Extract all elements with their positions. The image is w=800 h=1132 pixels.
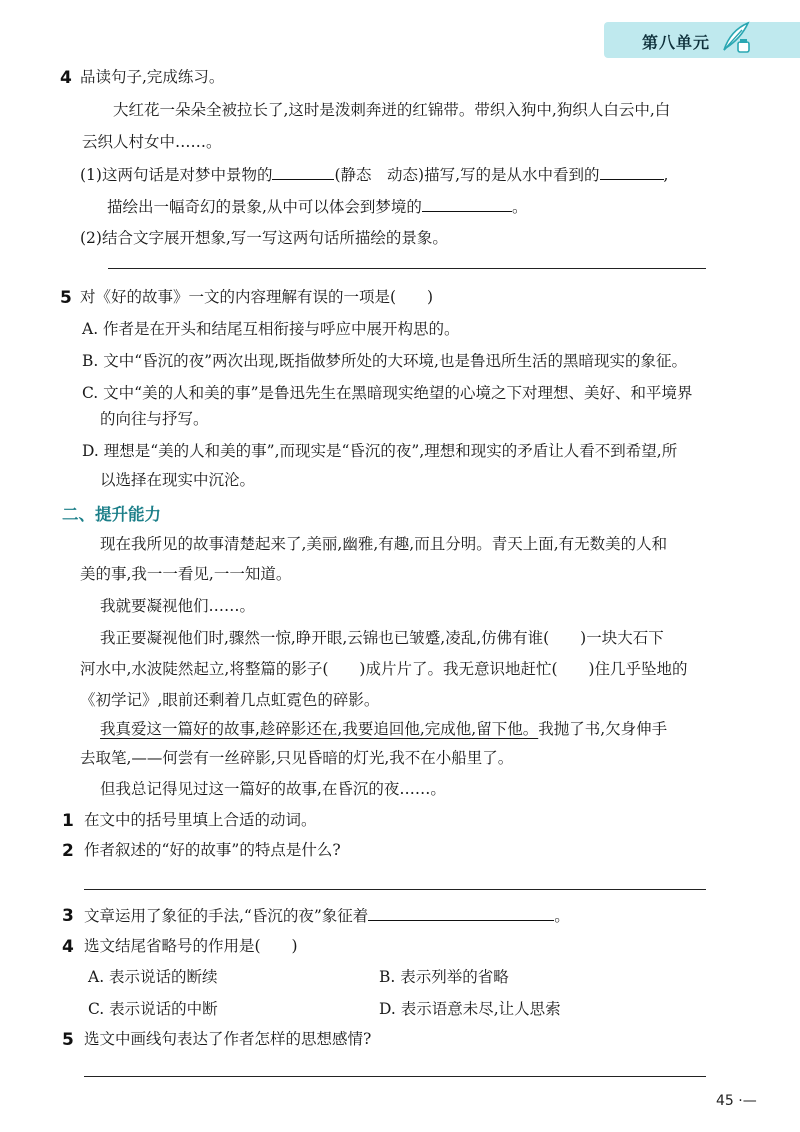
passage-line: 我真爱这一篇好的故事,趁碎影还在,我要追回他,完成他,留下他。我抛了书,欠身伸手 <box>100 720 668 738</box>
question-text: 文章运用了象征的手法,“昏沉的夜”象征着 。 <box>84 904 570 927</box>
passage-line: 去取笔,——何尝有一丝碎影,只见昏暗的灯光,我不在小船里了。 <box>80 749 514 767</box>
question-number: 4 <box>60 68 72 88</box>
question-text: 选文结尾省略号的作用是( ) <box>84 937 298 955</box>
answer-line[interactable] <box>84 889 706 890</box>
page-number: 45 ·— <box>716 1093 757 1109</box>
option-c-cont: 的向往与抒写。 <box>100 410 209 428</box>
option-b: B. 表示列举的省略 <box>379 968 509 986</box>
passage-line: 但我总记得见过这一篇好的故事,在昏沉的夜……。 <box>100 780 446 798</box>
section-title: 二、提升能力 <box>62 505 161 524</box>
subquestion-2: (2)结合文字展开想象,写一写这两句话所描绘的景象。 <box>80 229 448 247</box>
feather-pen-icon <box>718 20 754 56</box>
question-text: 在文中的括号里填上合适的动词。 <box>84 811 317 829</box>
question-prompt: 品读句子,完成练习。 <box>80 68 225 86</box>
passage-line: 河水中,水波陡然起立,将整篇的影子( )成片片了。我无意识地赶忙( )住几乎坠地的 <box>80 660 688 678</box>
question-number: 1 <box>62 811 74 831</box>
option-d: D. 表示语意未尽,让人思索 <box>379 1000 561 1018</box>
answer-blank[interactable] <box>272 163 334 180</box>
passage-line: 我正要凝视他们时,骤然一惊,睁开眼,云锦也已皱蹙,凌乱,仿佛有谁( )一块大石下 <box>100 629 664 647</box>
answer-line[interactable] <box>84 1076 706 1077</box>
subquestion-1-cont: 描绘出一幅奇幻的景象,从中可以体会到梦境的 。 <box>107 195 527 218</box>
question-number: 4 <box>62 937 74 957</box>
quote-line: 云织人村女中……。 <box>82 133 222 151</box>
option-c: C. 文中“美的人和美的事”是鲁迅先生在黑暗现实绝望的心境之下对理想、美好、和平境界 <box>82 384 693 402</box>
question-number: 5 <box>62 1030 74 1050</box>
unit-title: 第八单元 <box>642 33 711 52</box>
question-number: 5 <box>60 288 72 308</box>
passage-line: 我就要凝视他们……。 <box>100 597 256 615</box>
option-c: C. 表示说话的中断 <box>88 1000 218 1018</box>
question-prompt: 对《好的故事》一文的内容理解有误的一项是( ) <box>80 288 434 306</box>
question-text: 作者叙述的“好的故事”的特点是什么? <box>84 841 341 859</box>
unit-tab <box>604 22 800 58</box>
answer-blank[interactable] <box>368 904 554 921</box>
question-number: 3 <box>62 906 74 926</box>
option-a: A. 作者是在开头和结尾互相衔接与呼应中展开构思的。 <box>82 320 460 338</box>
quote-line: 大红花一朵朵全被拉长了,这时是泼刺奔迸的红锦带。带织入狗中,狗织人白云中,白 <box>113 101 671 119</box>
answer-line[interactable] <box>108 268 706 269</box>
question-text: 选文中画线句表达了作者怎样的思想感情? <box>84 1030 372 1048</box>
option-d: D. 理想是“美的人和美的事”,而现实是“昏沉的夜”,理想和现实的矛盾让人看不到希望,所 <box>82 442 678 460</box>
answer-blank[interactable] <box>422 195 512 212</box>
passage-line: 《初学记》,眼前还剩着几点虹霓色的碎影。 <box>80 691 380 709</box>
option-a: A. 表示说话的断续 <box>88 968 218 986</box>
subquestion-1: (1)这两句话是对梦中景物的 (静态 动态)描写,写的是从水中看到的 , <box>80 163 668 186</box>
passage-line: 美的事,我一一看见,一一知道。 <box>80 565 292 583</box>
underlined-sentence: 我真爱这一篇好的故事,趁碎影还在,我要追回他,完成他,留下他。 <box>100 720 539 738</box>
question-number: 2 <box>62 841 74 861</box>
passage-line: 现在我所见的故事清楚起来了,美丽,幽雅,有趣,而且分明。青天上面,有无数美的人和 <box>100 535 668 553</box>
answer-blank[interactable] <box>600 163 664 180</box>
option-d-cont: 以选择在现实中沉沦。 <box>100 471 256 489</box>
option-b: B. 文中“昏沉的夜”两次出现,既指做梦所处的大环境,也是鲁迅所生活的黑暗现实的象征。 <box>82 352 687 370</box>
